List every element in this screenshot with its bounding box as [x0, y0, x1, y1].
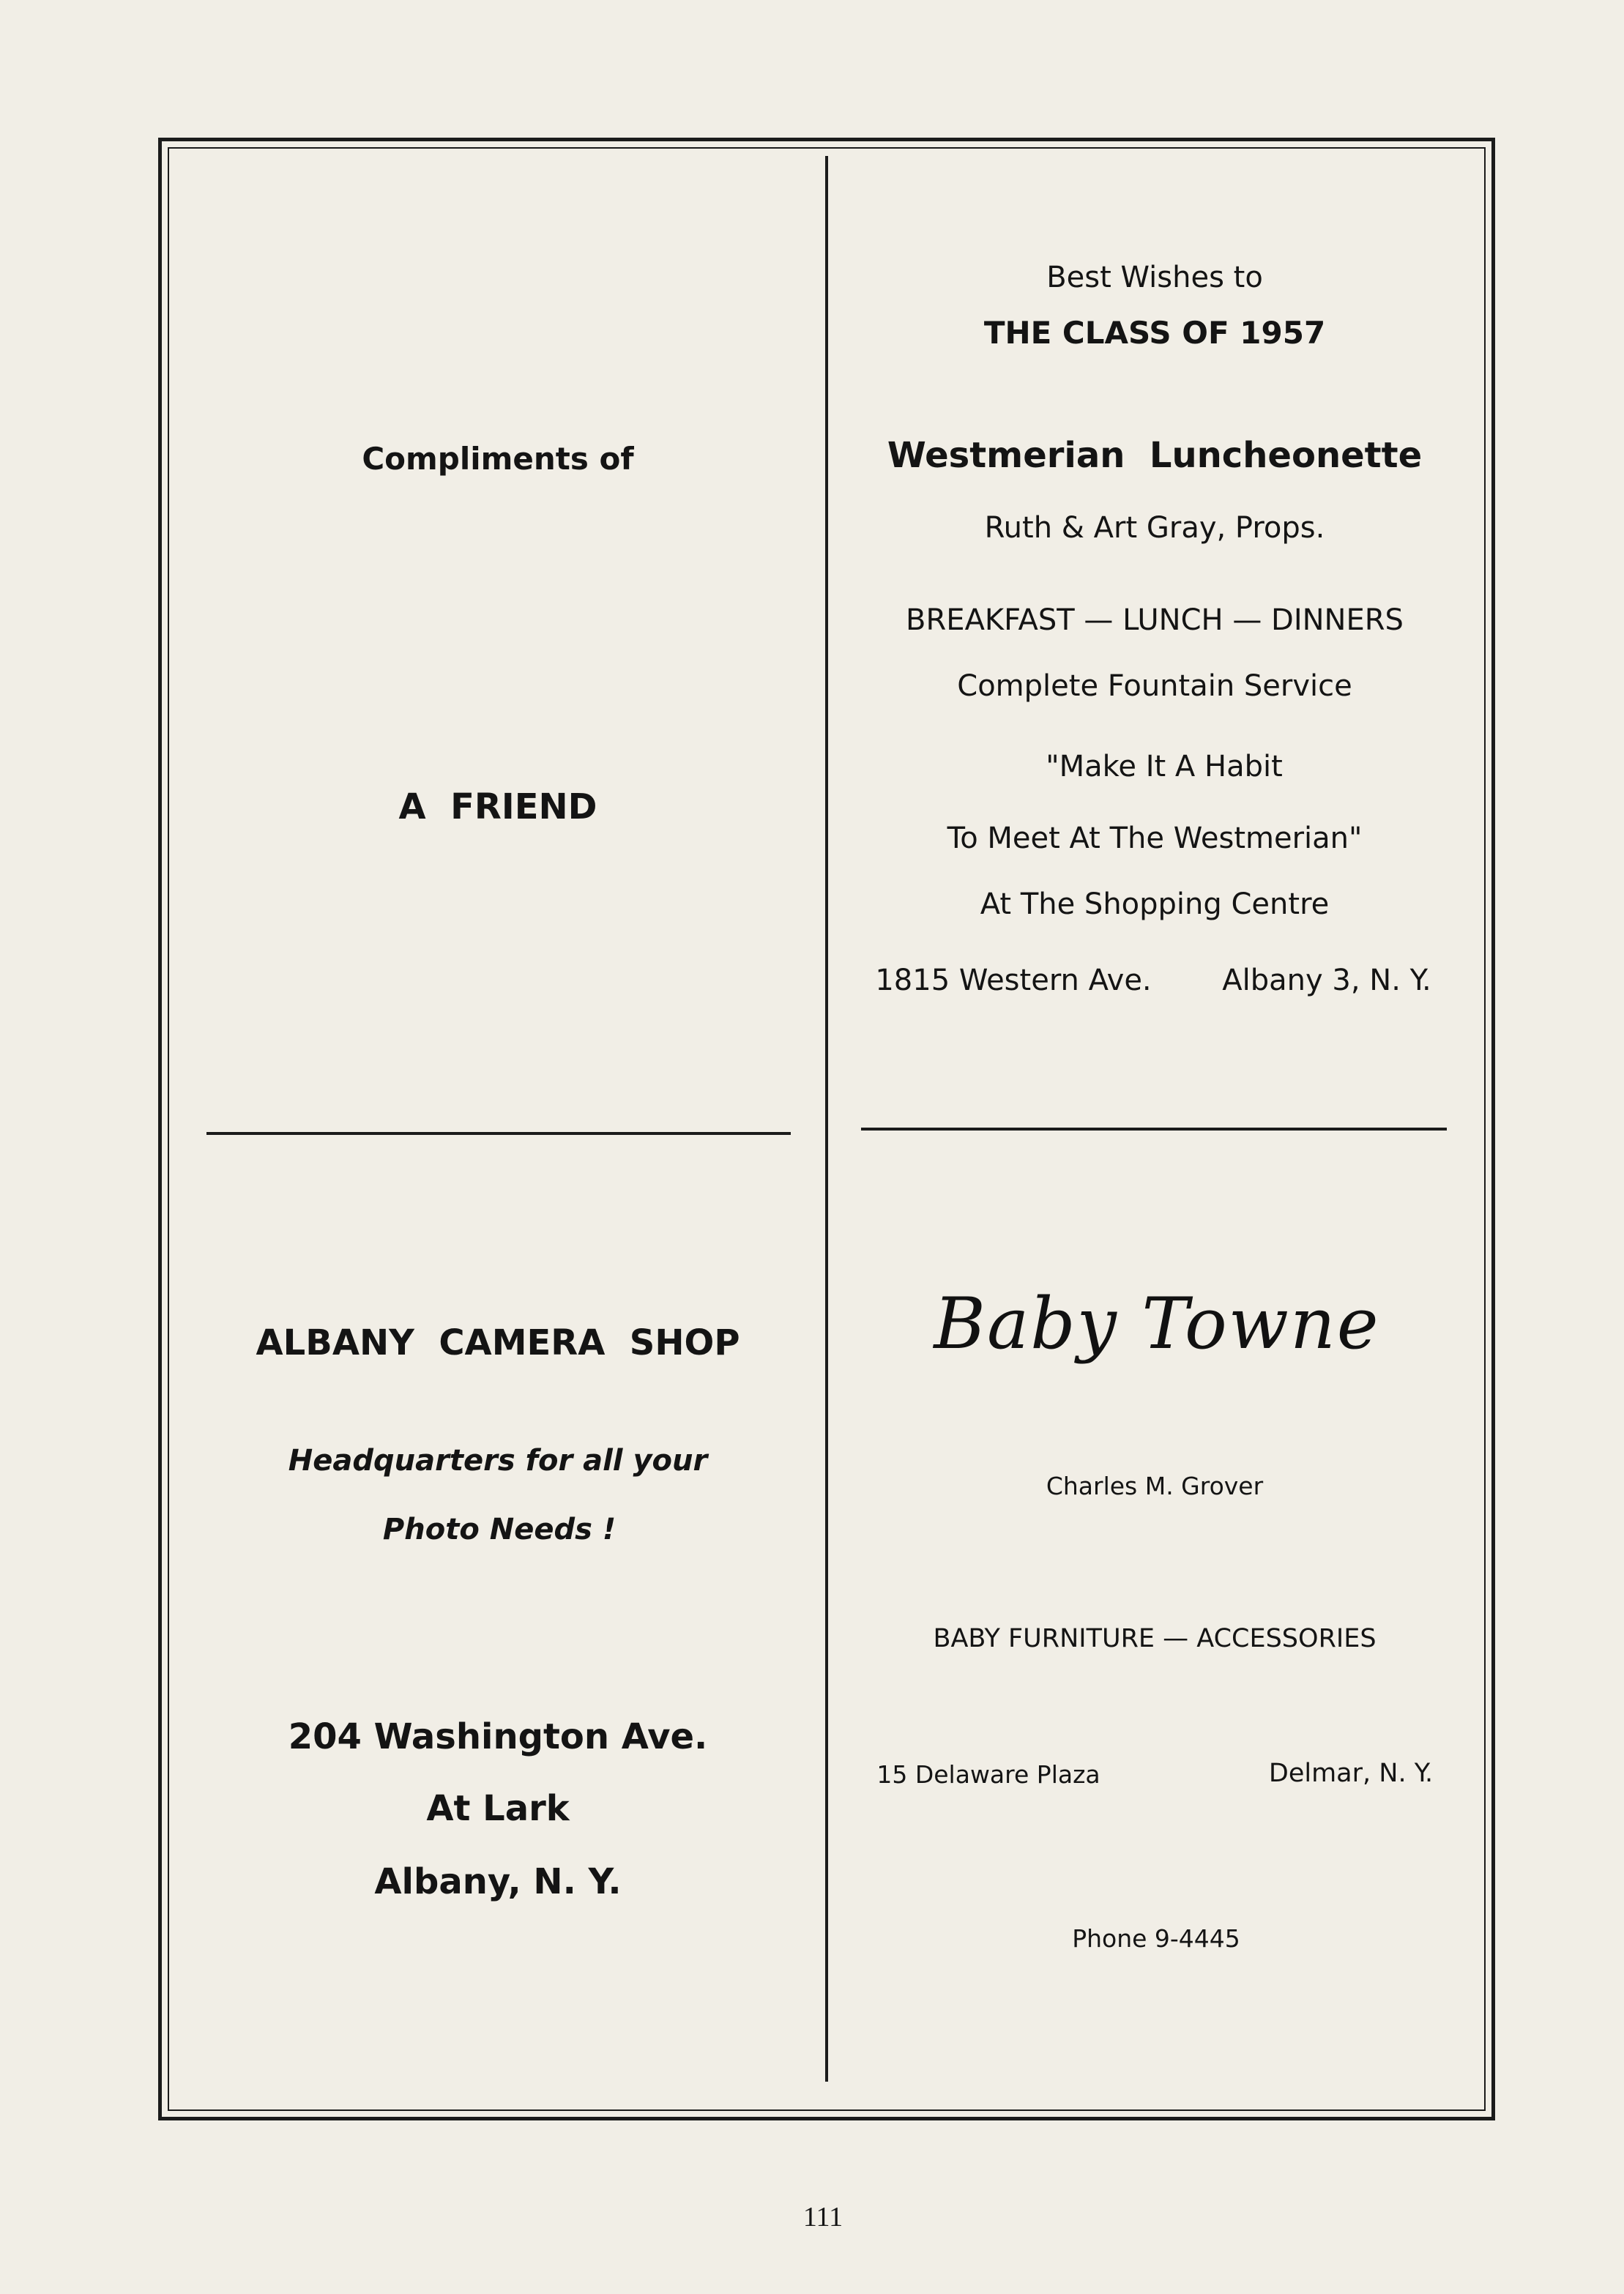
- camera-address-1: 204 Washington Ave.: [288, 1716, 708, 1757]
- proprietors: Ruth & Art Gray, Props.: [984, 511, 1325, 545]
- compliments-of: Compliments of: [362, 441, 634, 477]
- baby-phone: Phone 9-4445: [1072, 1924, 1240, 1953]
- owner-name: Charles M. Grover: [1046, 1472, 1264, 1500]
- vertical-divider: [825, 156, 828, 2082]
- class-of-1957: THE CLASS OF 1957: [983, 315, 1326, 351]
- meals: BREAKFAST — LUNCH — DINNERS: [906, 603, 1404, 637]
- shopping-centre: At The Shopping Centre: [980, 887, 1330, 921]
- fountain-service: Complete Fountain Service: [957, 669, 1352, 703]
- baby-products: BABY FURNITURE — ACCESSORIES: [933, 1624, 1377, 1653]
- westmerian-city: Albany 3, N. Y.: [1222, 964, 1431, 997]
- page-number: 111: [802, 2202, 843, 2232]
- westmerian-luncheonette: Westmerian Luncheonette: [887, 435, 1423, 476]
- baby-towne-logo: Baby Towne: [934, 1283, 1380, 1365]
- best-wishes: Best Wishes to: [1046, 261, 1263, 294]
- westmerian-street: 1815 Western Ave.: [875, 964, 1152, 997]
- tagline-line-2: Photo Needs !: [382, 1513, 617, 1546]
- baby-city: Delmar, N. Y.: [1268, 1759, 1434, 1788]
- camera-address-2: At Lark: [426, 1788, 570, 1829]
- slogan-line-1: "Make It A Habit: [1046, 750, 1283, 783]
- baby-street: 15 Delaware Plaza: [876, 1760, 1100, 1789]
- a-friend: A FRIEND: [398, 786, 597, 827]
- tagline-line-1: Headquarters for all your: [288, 1444, 708, 1478]
- camera-address-3: Albany, N. Y.: [374, 1861, 622, 1902]
- horizontal-divider-right: [861, 1128, 1447, 1131]
- slogan-line-2: To Meet At The Westmerian": [947, 822, 1363, 855]
- albany-camera-shop: ALBANY CAMERA SHOP: [256, 1322, 740, 1363]
- horizontal-divider-left: [206, 1132, 791, 1135]
